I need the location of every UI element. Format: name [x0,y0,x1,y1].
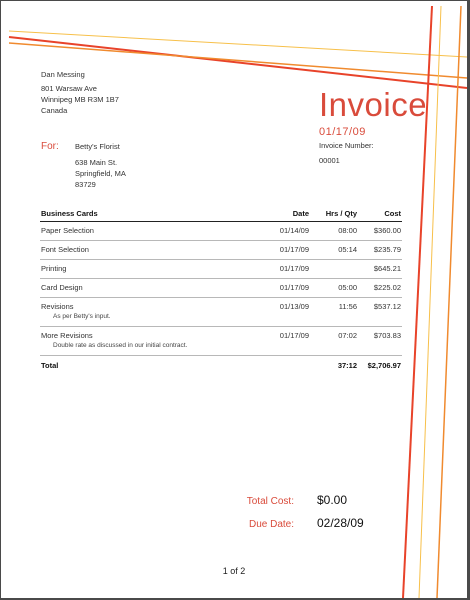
table-header-row [40,207,402,222]
hrs-cell: 11:56 [310,298,358,327]
total-cost-value: $0.00 [317,493,348,507]
invoice-title: Invoice [319,86,428,123]
line-items-table [40,207,402,375]
column-header-item: Business Cards [40,207,250,222]
date-cell: 01/17/09 [250,327,310,356]
cost-cell: $360.00 [358,222,402,241]
item-note: As per Betty's input. [53,313,111,320]
total-row [40,356,402,376]
item-cell [40,279,250,298]
table-row [40,260,402,279]
item-name: Printing [41,264,67,273]
recipient-name: Betty's Florist [75,142,120,151]
date-cell: 01/17/09 [250,260,310,279]
sender-address-line: Winnipeg MB R3M 1B7 [41,95,119,104]
cost-cell: $235.79 [358,241,402,260]
item-cell [40,327,250,356]
sender-address-line: Canada [41,106,68,115]
item-name: Revisions [41,302,74,311]
sender-address-line: 801 Warsaw Ave [41,84,97,93]
column-header-cost: Cost [358,207,402,222]
hrs-cell: 05:00 [310,279,358,298]
table-row [40,222,402,241]
column-header-hrs: Hrs / Qty [310,207,358,222]
item-name: Paper Selection [41,226,94,235]
column-header-date: Date [250,207,310,222]
recipient-address-line: 83729 [75,180,96,189]
table-row [40,327,402,356]
hrs-cell: 05:14 [310,241,358,260]
total-date-cell [250,356,310,376]
invoice-date: 01/17/09 [319,126,366,138]
item-name: Card Design [41,283,83,292]
table-row [40,279,402,298]
date-cell: 01/13/09 [250,298,310,327]
recipient-label: For: [41,141,59,152]
sender-name: Dan Messing [41,70,85,79]
invoice-number-label: Invoice Number: [319,141,374,150]
date-cell: 01/17/09 [250,279,310,298]
item-name: More Revisions [41,331,93,340]
item-name: Font Selection [41,245,89,254]
cost-cell: $537.12 [358,298,402,327]
hrs-cell: 08:00 [310,222,358,241]
deco-line-orange-right [437,6,461,598]
due-date-value: 02/28/09 [317,516,364,530]
item-cell [40,298,250,327]
hrs-cell: 07:02 [310,327,358,356]
item-cell [40,260,250,279]
recipient-address-line: Springfield, MA [75,169,126,178]
table-row [40,241,402,260]
total-cost: $2,706.97 [358,356,402,376]
cost-cell: $703.83 [358,327,402,356]
date-cell: 01/17/09 [250,241,310,260]
invoice-page [1,1,467,598]
item-note: Double rate as discussed in our initial contract. [53,342,188,349]
deco-line-red-top [9,37,467,88]
cost-cell: $225.02 [358,279,402,298]
date-cell: 01/14/09 [250,222,310,241]
invoice-number: 00001 [319,156,340,165]
recipient-address-line: 638 Main St. [75,158,118,167]
total-hrs: 37:12 [310,356,358,376]
item-cell [40,222,250,241]
cost-cell: $645.21 [358,260,402,279]
total-label: Total [40,356,250,376]
total-cost-label: Total Cost: [246,496,294,507]
page-indicator: 1 of 2 [222,566,246,576]
hrs-cell [310,260,358,279]
due-date-label: Due Date: [248,519,294,530]
table-row [40,298,402,327]
item-cell [40,241,250,260]
